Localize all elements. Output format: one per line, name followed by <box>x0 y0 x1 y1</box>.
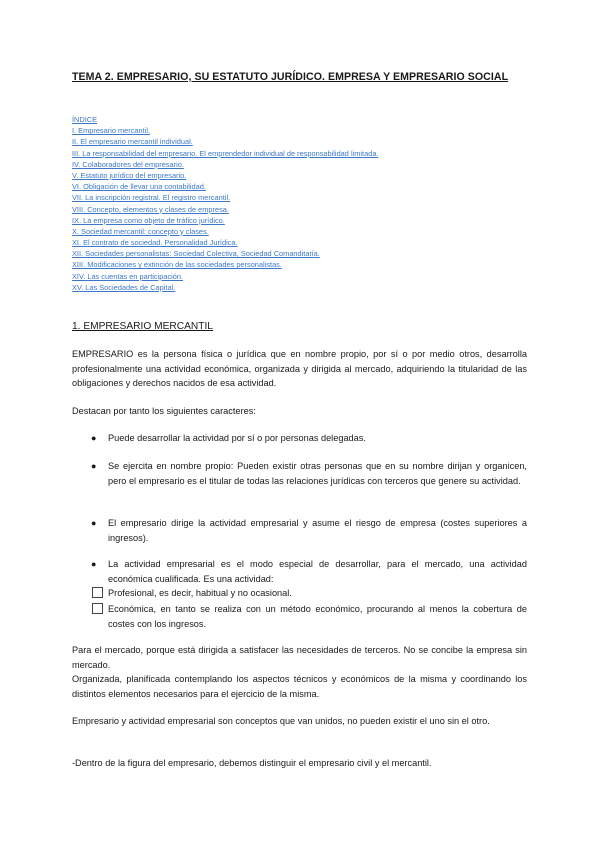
toc-link[interactable]: VI. Obligación de llevar una contabilidad. <box>72 182 206 192</box>
bullet-icon: ● <box>91 433 97 443</box>
toc-link[interactable]: VIII. Concepto, elementos y clases de empresa. <box>72 204 229 214</box>
table-of-contents <box>72 114 378 293</box>
bullet-item: El empresario dirige la actividad empresarial y asume el riesgo de empresa (costes superiores a ingresos). <box>108 518 527 543</box>
bullet-icon: ● <box>91 461 97 471</box>
characters-intro: Destacan por tanto los siguientes caracteres: <box>72 406 256 416</box>
toc-link[interactable]: XV. Las Sociedades de Capital. <box>72 282 176 292</box>
toc-link[interactable]: II. El empresario mercantil individual. <box>72 137 193 147</box>
toc-link[interactable]: V. Estatuto jurídico del empresario. <box>72 170 187 180</box>
checkbox-icon[interactable] <box>92 603 103 614</box>
checklist-item-text: Económica, en tanto se realiza con un método económico, procurando al menos la cobertura de costes con los ingresos. <box>108 604 527 629</box>
bullet-icon: ● <box>91 559 97 569</box>
toc-link[interactable]: XIV. Las cuentas en participación. <box>72 271 184 281</box>
section-heading: 1. EMPRESARIO MERCANTIL <box>72 321 213 332</box>
toc-link[interactable]: VII. La inscripción registral. El registro mercantil. <box>72 193 231 203</box>
toc-link[interactable]: III. La responsabilidad del empresario. El emprendedor individual de responsabilidad limitada. <box>72 148 379 158</box>
bullet-item: Se ejercita en nombre propio: Pueden existir otras personas que en su nombre dirijan y organicen, pero el empresario es el titular de todas las relaciones jurídicas con terceros que genere su actividad. <box>108 461 527 486</box>
toc-link[interactable]: XIII. Modificaciones y extinción de las sociedades personalistas. <box>72 260 282 270</box>
document-title: TEMA 2. EMPRESARIO, SU ESTATUTO JURÍDICO. EMPRESA Y EMPRESARIO SOCIAL <box>72 71 509 83</box>
intro-paragraph: EMPRESARIO es la persona física o jurídica que en nombre propio, por sí o por medio otros, desarrolla profesionalmente una actividad económica, organizada y dirigida al mercado, adquiriendo la titularidad de las obligaciones y derechos nacidos de esa actividad. <box>72 349 527 388</box>
united-paragraph: Empresario y actividad empresarial son conceptos que van unidos, no pueden existir el uno sin el otro. <box>72 716 490 726</box>
checklist-item-text: Profesional, es decir, habitual y no ocasional. <box>108 588 292 598</box>
organized-paragraph: Organizada, planificada contemplando los aspectos técnicos y económicos de la misma y coordinando los distintos elementos necesarios para el ejercicio de la misma. <box>72 674 527 699</box>
toc-link[interactable]: IX. La empresa como objeto de tráfico jurídico. <box>72 215 225 225</box>
toc-link[interactable]: X. Sociedad mercantil: concepto y clases. <box>72 226 209 236</box>
bullet-item: La actividad empresarial es el modo especial de desarrollar, para el mercado, una actividad económica cualificada. Es una actividad: <box>108 559 527 584</box>
toc-link[interactable]: XI. El contrato de sociedad. Personalidad Jurídica. <box>72 238 238 248</box>
toc-link[interactable]: I. Empresario mercantil. <box>72 126 151 136</box>
toc-link[interactable]: XII. Sociedades personalistas: Sociedad Colectiva, Sociedad Comanditaria. <box>72 249 320 259</box>
bullet-item: Puede desarrollar la actividad por sí o por personas delegadas. <box>108 433 366 443</box>
checkbox-icon[interactable] <box>92 587 103 598</box>
bullet-icon: ● <box>91 518 97 528</box>
distinguish-paragraph: -Dentro de la figura del empresario, debemos distinguir el empresario civil y el mercantil. <box>72 758 432 768</box>
market-paragraph: Para el mercado, porque está dirigida a satisfacer las necesidades de terceros. No se concibe la empresa sin mercado. <box>72 645 527 670</box>
toc-link[interactable]: IV. Colaboradores del empresario. <box>72 159 184 169</box>
toc-heading-link[interactable]: ÍNDICE <box>72 115 98 124</box>
